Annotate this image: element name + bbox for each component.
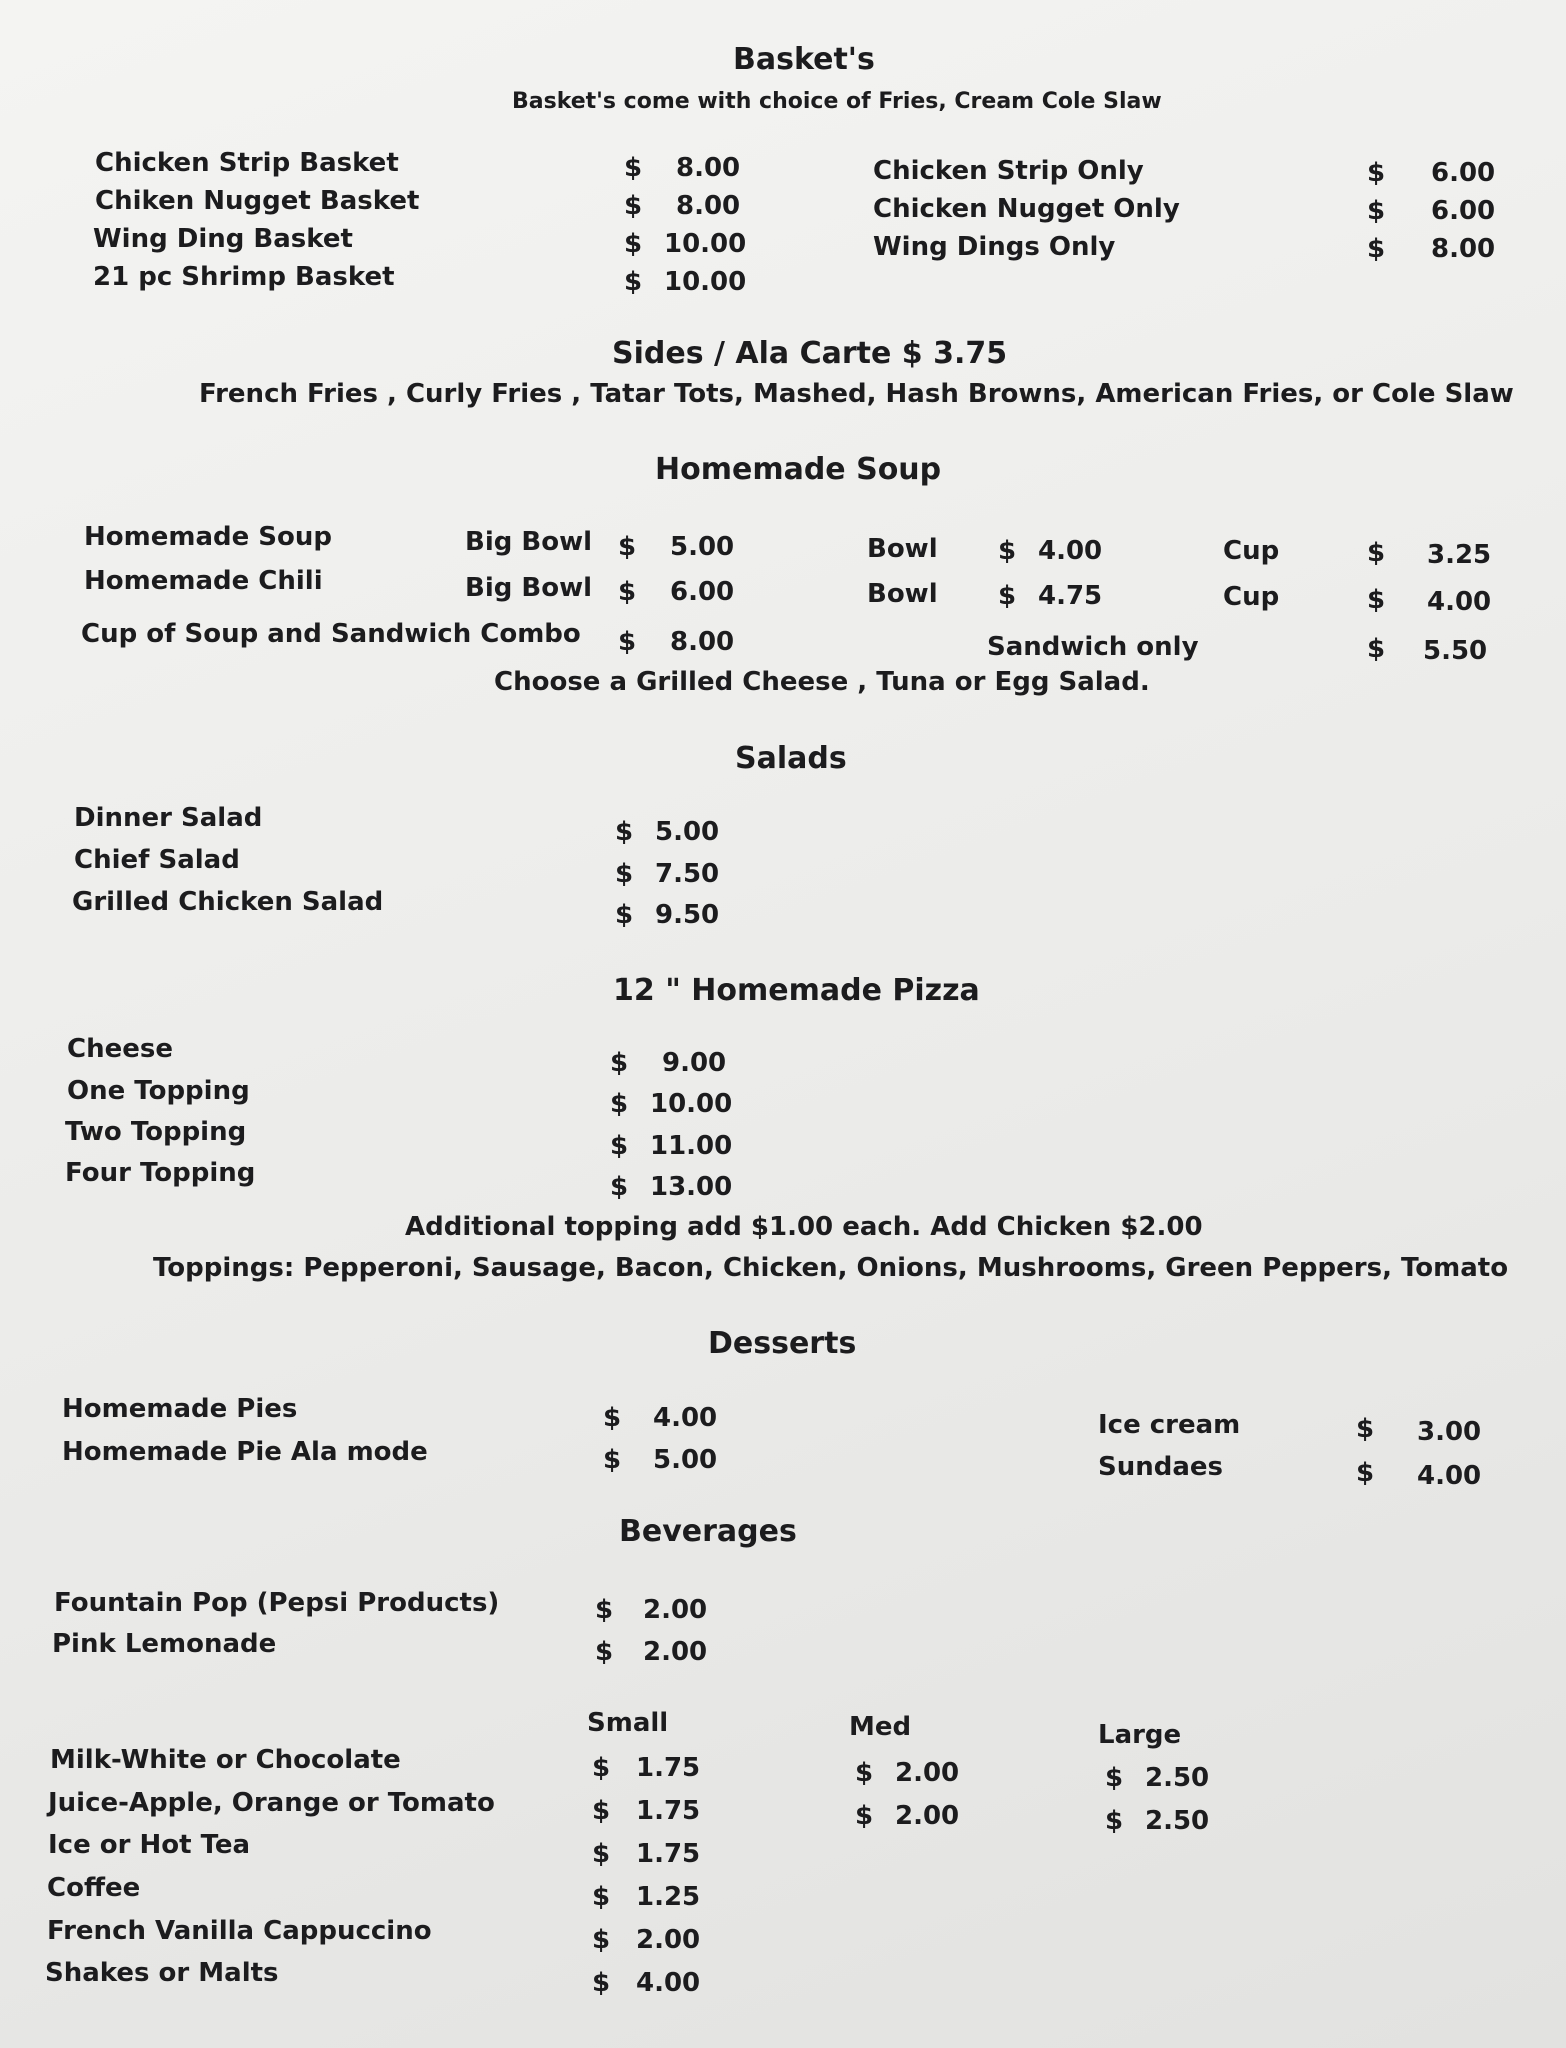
menu-item-name: Grilled Chicken Salad (72, 887, 384, 917)
menu-item-price: 4.00 (1427, 587, 1492, 617)
price-small: $ 1.75 (592, 1753, 701, 1783)
size-label: Cup (1223, 582, 1280, 612)
menu-item-name: Homemade Soup (84, 522, 332, 552)
salads-title: Salads (735, 741, 847, 776)
menu-item-name: Chicken Strip Only (873, 156, 1144, 186)
price-small: $ 1.25 (592, 1882, 701, 1912)
baskets-title: Basket's (733, 42, 875, 77)
menu-item-name: Shakes or Malts (45, 1958, 279, 1988)
menu-item-name: Dinner Salad (74, 803, 263, 833)
menu-item-price: $ 4.75 (998, 581, 1103, 611)
menu-item-name: Wing Ding Basket (93, 224, 353, 254)
price-large: $ 2.50 (1105, 1806, 1210, 1836)
menu-item-name: Chief Salad (74, 845, 240, 875)
price-small: $ 1.75 (592, 1796, 701, 1826)
menu-item-price: $ 5.00 (603, 1445, 718, 1475)
size-label: Bowl (867, 579, 938, 609)
menu-item-name: Chicken Nugget Only (873, 194, 1180, 224)
sides-list: French Fries , Curly Fries , Tatar Tots, Mashed, Hash Browns, American Fries, or Cole Slaw (199, 379, 1514, 409)
menu-item-name: Wing Dings Only (873, 232, 1116, 262)
menu-item-name: Sundaes (1098, 1452, 1224, 1482)
menu-item-price: $ 11.00 (610, 1131, 733, 1161)
desserts-title: Desserts (708, 1326, 857, 1361)
menu-item-name: Chicken Strip Basket (95, 148, 399, 178)
menu-item-name: Homemade Chili (84, 566, 323, 596)
menu-item-name: Juice-Apple, Orange or Tomato (48, 1788, 495, 1818)
size-label: Big Bowl (465, 527, 593, 557)
menu-item-price: $ 2.00 (595, 1595, 708, 1625)
menu-item-name: Ice cream (1098, 1410, 1241, 1440)
menu-item-price: $ 13.00 (610, 1172, 733, 1202)
menu-item-price: $ 8.00 (624, 191, 741, 221)
menu-item-price: $ 2.00 (595, 1637, 708, 1667)
menu-item-price: $ 8.00 (618, 627, 735, 657)
pizza-additional: Additional topping add $1.00 each. Add Chicken $2.00 (405, 1212, 1203, 1242)
menu-item-price: $ 8.00 (624, 153, 741, 183)
pizza-toppings: Toppings: Pepperoni, Sausage, Bacon, Chicken, Onions, Mushrooms, Green Peppers, Tomato (153, 1253, 1509, 1283)
price-med: $ 2.00 (855, 1801, 960, 1831)
currency-sign: $ (1367, 538, 1386, 568)
price-med: $ 2.00 (855, 1758, 960, 1788)
menu-item-price: 4.00 (1417, 1461, 1482, 1491)
menu-item-price: 5.50 (1423, 636, 1488, 666)
menu-item-price: $ 10.00 (624, 229, 747, 259)
menu-item-name: Chiken Nugget Basket (95, 186, 420, 216)
menu-item-name: Cup of Soup and Sandwich Combo (81, 619, 581, 649)
beverages-title: Beverages (619, 1514, 797, 1549)
menu-item-price: $ 6.00 (618, 577, 735, 607)
sides-title: Sides / Ala Carte $ 3.75 (612, 336, 1008, 371)
size-header-med: Med (849, 1712, 912, 1742)
menu-item-price: 8.00 (1431, 234, 1496, 264)
menu-item-price: $ 9.50 (615, 900, 720, 930)
currency-sign: $ (1356, 1458, 1375, 1488)
menu-item-name: One Topping (67, 1076, 250, 1106)
size-header-small: Small (587, 1708, 669, 1738)
menu-item-price: $ 9.00 (610, 1048, 727, 1078)
soup-note: Choose a Grilled Cheese , Tuna or Egg Salad. (494, 667, 1150, 697)
size-label: Big Bowl (465, 573, 593, 603)
currency-sign: $ (1367, 196, 1386, 226)
menu-item-price: 6.00 (1431, 196, 1496, 226)
currency-sign: $ (1367, 234, 1386, 264)
soup-title: Homemade Soup (655, 452, 942, 487)
menu-item-name: Pink Lemonade (52, 1629, 277, 1659)
menu-item-price: 6.00 (1431, 158, 1496, 188)
menu-item-price: 3.00 (1417, 1417, 1482, 1447)
menu-item-name: Two Topping (65, 1117, 247, 1147)
size-header-large: Large (1098, 1720, 1182, 1750)
menu-item-price: $ 4.00 (603, 1403, 718, 1433)
baskets-subtitle: Basket's come with choice of Fries, Cream Cole Slaw (512, 89, 1162, 114)
menu-item-name: Coffee (47, 1873, 141, 1903)
menu-item-name: 21 pc Shrimp Basket (93, 262, 395, 292)
menu-item-name: Homemade Pies (62, 1394, 298, 1424)
menu-item-name: Fountain Pop (Pepsi Products) (54, 1588, 500, 1618)
menu-item-price: $ 4.00 (998, 536, 1103, 566)
menu-item-price: $ 10.00 (624, 267, 747, 297)
currency-sign: $ (1356, 1414, 1375, 1444)
price-small: $ 1.75 (592, 1839, 701, 1869)
menu-item-name: French Vanilla Cappuccino (47, 1916, 432, 1946)
menu-item-name: Milk-White or Chocolate (50, 1745, 401, 1775)
menu-item-name: Ice or Hot Tea (48, 1830, 251, 1860)
menu-item-name: Homemade Pie Ala mode (62, 1437, 428, 1467)
menu-item-price: $ 10.00 (610, 1089, 733, 1119)
menu-item-name: Cheese (67, 1034, 173, 1064)
price-small: $ 2.00 (592, 1925, 701, 1955)
menu-item-name: Sandwich only (987, 632, 1199, 662)
menu-item-price: $ 7.50 (615, 859, 720, 889)
price-large: $ 2.50 (1105, 1763, 1210, 1793)
currency-sign: $ (1367, 634, 1386, 664)
currency-sign: $ (1367, 585, 1386, 615)
menu-item-price: 3.25 (1427, 540, 1492, 570)
pizza-title: 12 " Homemade Pizza (613, 973, 980, 1008)
size-label: Bowl (867, 534, 938, 564)
size-label: Cup (1223, 536, 1280, 566)
menu-item-name: Four Topping (65, 1158, 256, 1188)
menu-item-price: $ 5.00 (618, 532, 735, 562)
price-small: $ 4.00 (592, 1968, 701, 1998)
currency-sign: $ (1367, 158, 1386, 188)
menu-item-price: $ 5.00 (615, 817, 720, 847)
